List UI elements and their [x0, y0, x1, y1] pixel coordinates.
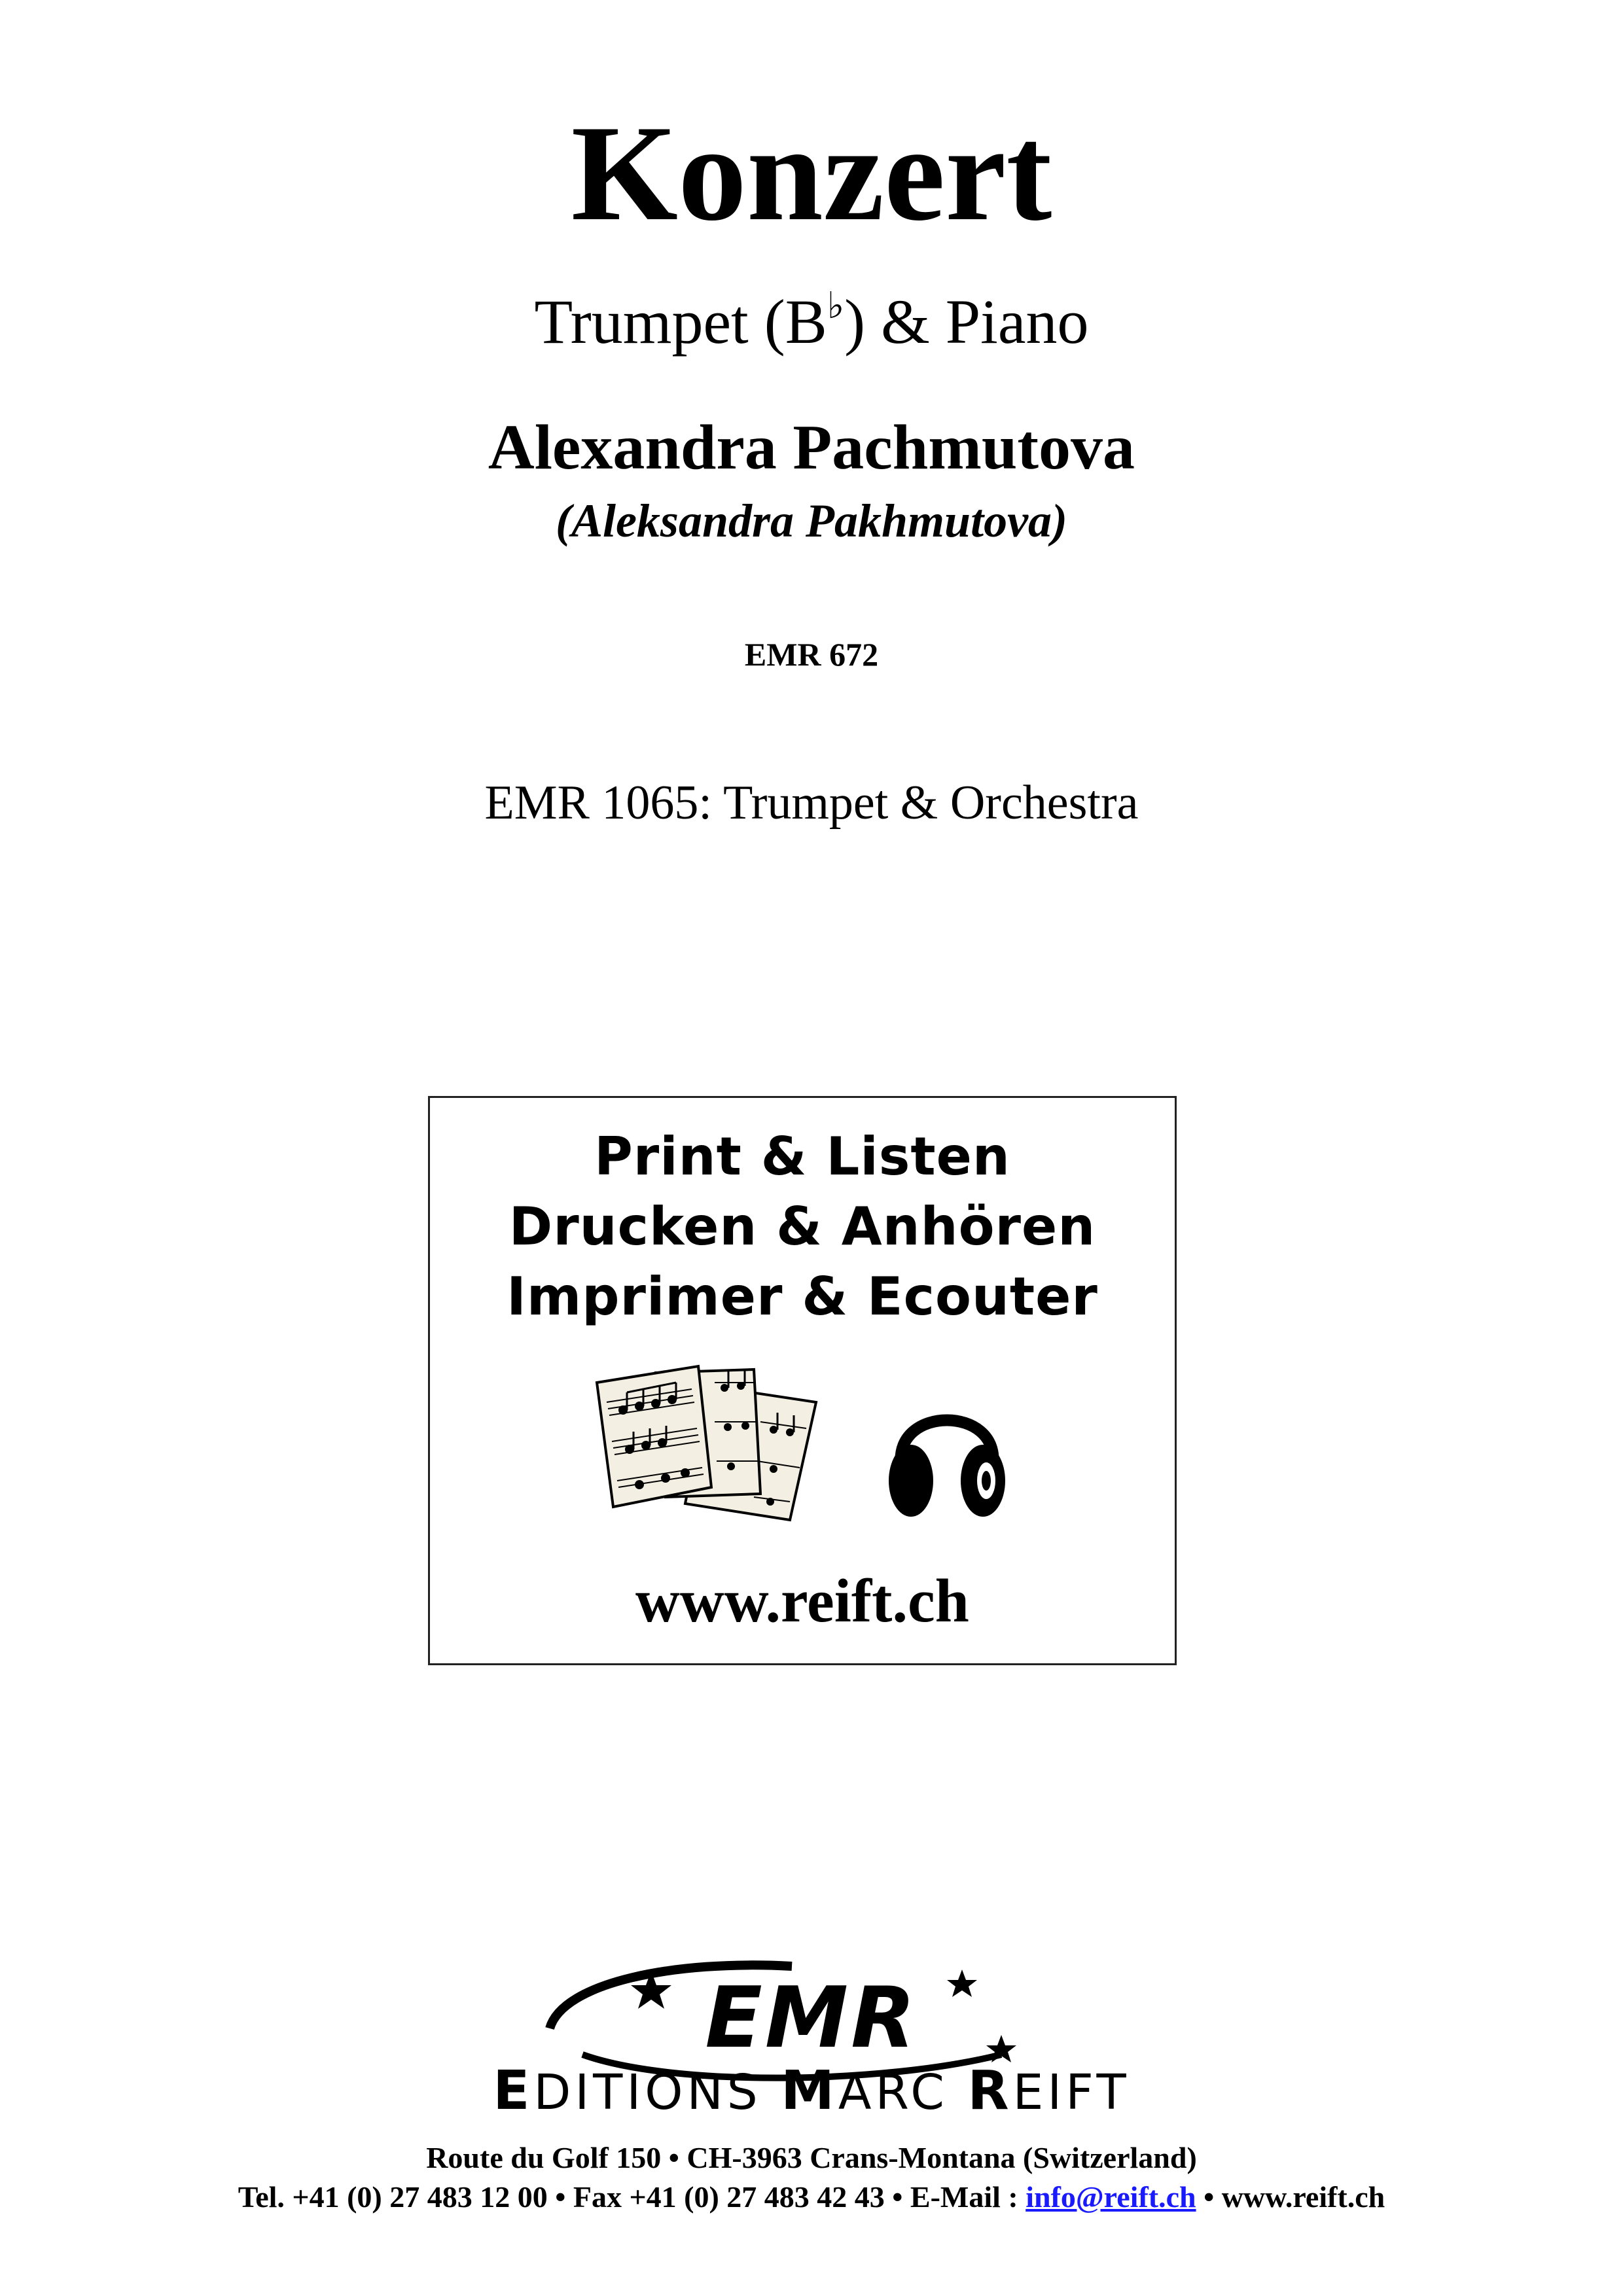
email-link[interactable]: info@reift.ch — [1026, 2180, 1196, 2214]
print-and-listen-box — [428, 1096, 1177, 1665]
instrumentation — [0, 286, 1623, 357]
publisher-initial-m: M — [781, 2060, 838, 2122]
composer-name: Alexandra Pachmutova — [488, 412, 1135, 483]
publisher-name — [0, 2060, 1623, 2122]
alternate-edition: EMR 1065: Trumpet & Orchestra — [484, 776, 1139, 830]
promo-line-french: Imprimer & Ecouter — [507, 1266, 1098, 1327]
publisher-address: Route du Golf 150 • CH-3963 Crans-Montana (Switzerland) — [426, 2141, 1197, 2174]
promo-line-german: Drucken & Anhören — [508, 1196, 1096, 1257]
contact-phone-fax: Tel. +41 (0) 27 483 12 00 • Fax +41 (0) 27 483 42 43 • E-Mail : — [238, 2180, 1026, 2214]
promo-website[interactable]: www.reift.ch — [635, 1567, 969, 1635]
composer-alt-spelling: (Aleksandra Pakhmutova) — [555, 495, 1068, 547]
publisher-contact — [0, 2182, 1623, 2212]
publisher-initial-e: E — [493, 2060, 534, 2122]
promo-line-english: Print & Listen — [594, 1126, 1010, 1187]
contact-website: • www.reift.ch — [1196, 2180, 1385, 2214]
instrumentation-post: ) & Piano — [844, 287, 1089, 357]
page-title: Konzert — [571, 97, 1052, 249]
headphones-icon — [882, 1379, 1012, 1523]
emr-logo-mark: EMR — [705, 1969, 918, 2067]
flat-sign: ♭ — [827, 286, 845, 327]
publisher-word-editions: DITIONS — [533, 2064, 781, 2121]
sheet-music-icon — [594, 1356, 829, 1527]
publisher-word-marc: ARC — [838, 2064, 968, 2121]
catalog-number: EMR 672 — [744, 636, 879, 673]
publisher-word-reift: EIFT — [1012, 2064, 1130, 2121]
publisher-initial-r: R — [967, 2060, 1013, 2122]
instrumentation-pre: Trumpet (B — [534, 287, 827, 357]
